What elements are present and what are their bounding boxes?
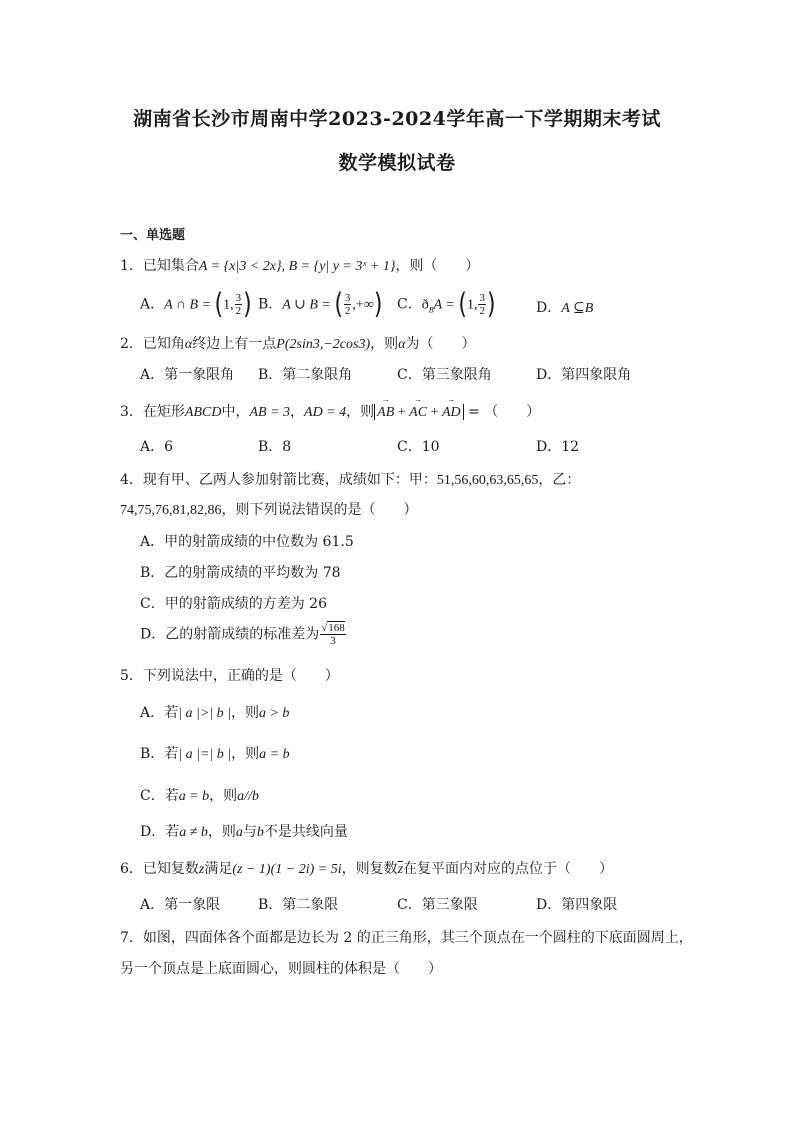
fraction-denominator: 2: [235, 305, 242, 317]
q6-option-a: A．第一象限: [140, 897, 221, 913]
option-expr: a//b: [237, 789, 259, 804]
option-expr-part: ,+∞: [352, 297, 374, 313]
option-expr: | a |=| b |: [178, 747, 232, 762]
q1-set-b: {y| y = 3ˣ + 1}: [313, 259, 396, 274]
q2-option-c: C．第三象限角: [397, 367, 492, 383]
q6-text-end: 在复平面内对应的点位于（ ）: [403, 861, 614, 877]
q6-option-d: D．第四象限: [536, 897, 618, 913]
fraction-denominator: 3: [330, 635, 336, 647]
q1-set-a: A = {x|3 < 2x}, B =: [198, 259, 314, 274]
vector-b: b: [256, 825, 264, 840]
q4-option-a: A．甲的射箭成绩的中位数为 61.5: [140, 534, 354, 550]
fraction-numerator: 3: [235, 292, 242, 304]
q3-ab: AB = 3: [249, 405, 291, 420]
paren-close: ): [486, 288, 496, 321]
vector-ac: → AC: [409, 405, 427, 421]
question-7-stem-line-1: 7．如图，四面体各个面都是边长为 2 的正三角形，其三个顶点在一个圆柱的下底面圆周上，: [120, 930, 693, 946]
fraction-denominator: 2: [344, 305, 351, 317]
q5-option-c: [140, 785, 259, 805]
vector-a: a: [235, 825, 243, 840]
q1-option-b: [258, 288, 383, 321]
question-1-stem: [120, 255, 479, 275]
q4-text: ，乙：: [538, 472, 581, 488]
option-text: ，则: [231, 746, 260, 762]
q2-option-b: B．第二象限角: [258, 367, 353, 383]
q1-text-end: ，则（ ）: [395, 258, 480, 274]
fraction-denominator: 2: [479, 305, 485, 317]
q6-text: ，则复数: [341, 861, 398, 877]
option-text: D．若: [140, 824, 180, 840]
question-4-stem-line-1: [120, 469, 580, 489]
q4-text-end: ，则下列说法错误的是（ ）: [221, 502, 418, 518]
title-line-1: 湖南省长沙市周南中学2023-2024学年高一下学期期末考试: [133, 108, 661, 130]
option-expr-part: 1,: [466, 297, 478, 313]
q2-text-end: 为（ ）: [405, 336, 476, 352]
question-6-stem: [120, 858, 613, 878]
option-text: C．若: [140, 788, 179, 804]
option-expr: a = b: [178, 789, 210, 804]
section-heading: 一、单选题: [120, 228, 186, 243]
option-label: B．: [258, 296, 283, 313]
q4-yi-scores: 74,75,76,81,82,86: [120, 503, 222, 518]
q2-option-d: D．第四象限角: [536, 367, 632, 383]
vector-norm: [374, 404, 463, 420]
fraction-numerator: 3: [479, 292, 485, 304]
question-3-stem: [120, 401, 540, 421]
vector-ab: → AB: [377, 405, 394, 421]
fraction-numerator: √168: [321, 622, 345, 634]
option-text: ，则: [230, 705, 259, 721]
option-expr: A ∩ B =: [164, 297, 215, 313]
q2-text: 2．已知角: [120, 336, 185, 352]
q3-text: 3．在矩形: [120, 404, 185, 420]
q3-text: ，则: [346, 404, 375, 420]
paren-close: ): [243, 288, 252, 321]
q1-option-d: [536, 297, 593, 317]
option-expr: | a |>| b |: [178, 706, 231, 721]
q3-option-b: B．8: [258, 439, 292, 455]
q5-option-a: [140, 702, 289, 722]
paren-open: (: [334, 288, 343, 321]
option-text: ，则: [207, 824, 236, 840]
q6-z: z: [198, 862, 205, 877]
paren-close: ): [373, 288, 383, 321]
q4-text: 4．现有甲、乙两人参加射箭比赛，成绩如下：甲：: [120, 472, 437, 488]
q6-z-conjugate: $\overline{z}$: [397, 862, 404, 877]
paren-open: (: [458, 288, 467, 321]
question-5-stem: 5．下列说法中，正确的是（ ）: [120, 668, 339, 684]
q3-text: 中，: [221, 404, 250, 420]
option-expr: a > b: [258, 706, 290, 721]
fraction: [344, 292, 352, 317]
q2-alpha: α: [398, 337, 406, 352]
option-expr: a = b: [259, 747, 290, 762]
q3-option-c: C．10: [397, 439, 440, 455]
title-line-2: 数学模拟试卷: [338, 152, 456, 174]
question-7-stem-line-2: 另一个顶点是上底面圆心，则圆柱的体积是（ ）: [120, 961, 442, 977]
q4-option-d: [140, 622, 347, 647]
q3-rect: ABCD: [184, 405, 222, 420]
q5-option-b: [140, 743, 290, 763]
q2-alpha: α: [184, 337, 193, 352]
option-text: D．乙的射箭成绩的标准差为: [140, 626, 320, 643]
plus: +: [394, 405, 410, 420]
q2-text: 终边上有一点: [192, 336, 277, 352]
q4-option-c: C．甲的射箭成绩的方差为 26: [140, 596, 327, 612]
option-label: A．: [140, 296, 165, 313]
question-4-stem-line-2: [120, 499, 418, 519]
q3-text-end: = （ ）: [463, 404, 541, 420]
option-text: 不是共线向量: [263, 824, 348, 840]
q1-option-a: [140, 288, 252, 321]
fraction: [478, 292, 486, 317]
complement-subscript: B: [428, 305, 434, 315]
q3-option-a: A．6: [140, 439, 174, 455]
q4-jia-scores: 51,56,60,63,65,65: [436, 473, 539, 488]
q1-option-c: [397, 288, 496, 321]
option-text: B．若: [140, 746, 179, 762]
option-expr-part: 1,: [223, 297, 234, 313]
q2-option-a: A．第一象限角: [140, 367, 235, 383]
fraction: [320, 622, 346, 647]
option-label: D．: [536, 300, 562, 316]
fraction-numerator: 3: [344, 292, 351, 304]
complement-symbol: ð: [421, 297, 429, 313]
q1-text: 1．已知集合: [120, 258, 199, 274]
option-text: ，则: [209, 788, 238, 804]
option-label: C．: [397, 296, 422, 313]
option-text: 与: [242, 824, 257, 840]
q6-option-c: C．第三象限: [397, 897, 478, 913]
q6-option-b: B．第二象限: [258, 897, 339, 913]
vector-ad: → AD: [442, 405, 461, 421]
option-expr: A ∪ B =: [282, 297, 335, 313]
q3-sep: ，: [290, 404, 305, 420]
q2-text: ，则: [370, 336, 399, 352]
fraction: [235, 292, 243, 317]
option-text: A．若: [140, 705, 179, 721]
q2-point: P(2sin3,−2cos3): [276, 337, 371, 352]
option-expr: a ≠ b: [179, 825, 208, 840]
q6-equation: (z − 1)(1 − 2i) = 5i: [232, 862, 342, 877]
q4-option-b: B．乙的射箭成绩的平均数为 78: [140, 565, 341, 581]
plus: +: [427, 405, 442, 420]
q3-ad: AD = 4: [304, 405, 347, 420]
q3-option-d: D．12: [536, 439, 580, 455]
q5-option-d: [140, 821, 348, 841]
q6-text: 满足: [204, 861, 233, 877]
option-expr: A =: [433, 297, 459, 313]
option-expr: A ⊆B: [561, 301, 594, 316]
paren-open: (: [214, 288, 224, 321]
sqrt-radicand: 168: [328, 622, 345, 634]
q6-text: 6．已知复数: [120, 861, 199, 877]
question-2-stem: [120, 333, 475, 353]
